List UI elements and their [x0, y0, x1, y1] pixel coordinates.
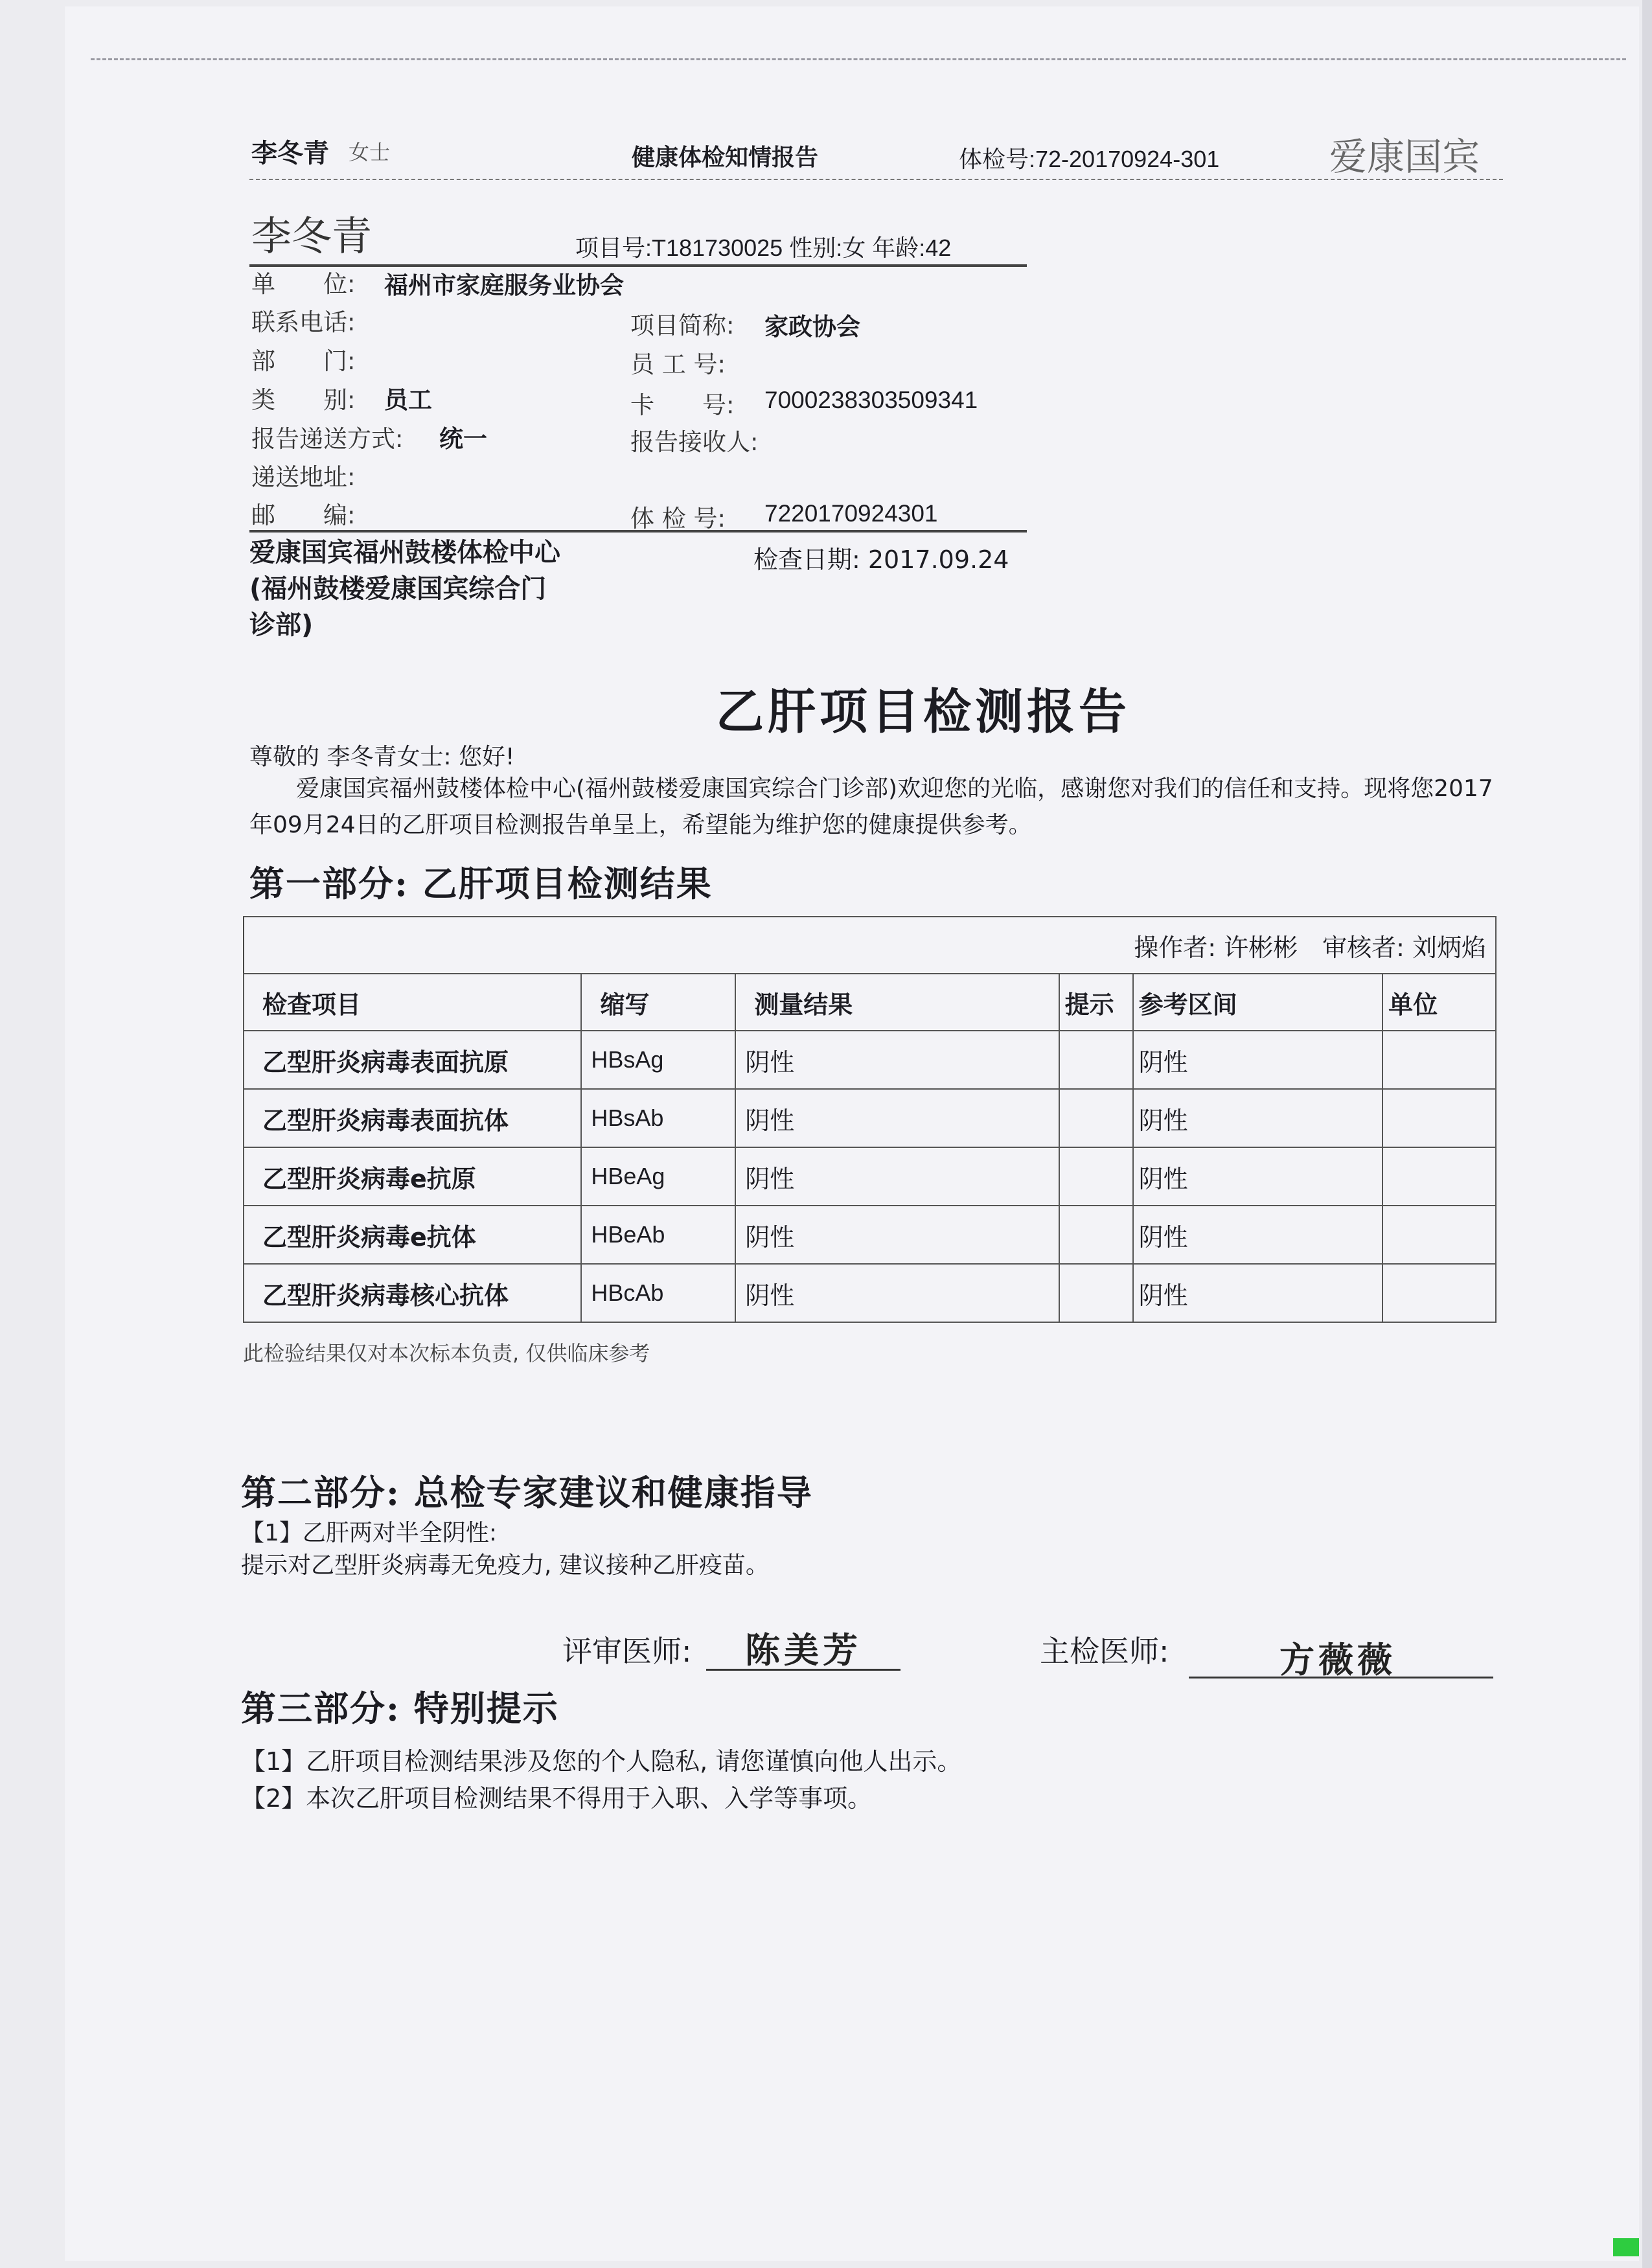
chief-signature-line: [1189, 1677, 1493, 1678]
info-top-rule: [249, 264, 1027, 267]
exam-no-value: 7220170924301: [764, 500, 938, 527]
col-result: 测量结果: [735, 974, 1059, 1031]
row-reference: 阴性: [1133, 1089, 1383, 1147]
tip-2: 【2】本次乙肝项目检测结果不得用于入职、入学等事项。: [241, 1784, 873, 1813]
delivery-value: 统一: [439, 425, 487, 453]
row-item: 乙型肝炎病毒表面抗原: [244, 1031, 581, 1089]
row-result: 阴性: [735, 1264, 1059, 1322]
row-abbr: HBsAb: [581, 1089, 735, 1147]
row-item: 乙型肝炎病毒e抗体: [244, 1206, 581, 1264]
row-abbr: HBeAg: [581, 1147, 735, 1206]
row-hint: [1059, 1147, 1133, 1206]
col-item: 检查项目: [244, 974, 581, 1031]
header-salutation: 女士: [349, 140, 391, 165]
reviewer-signature-line: [706, 1669, 901, 1671]
col-hint: 提示: [1059, 974, 1133, 1031]
center-name-line-3: 诊部): [249, 610, 314, 640]
delivery-label: 报告递送方式:: [251, 425, 404, 453]
col-unit: 单位: [1382, 974, 1496, 1031]
row-hint: [1059, 1206, 1133, 1264]
brand-logo: 爱康国宾: [1329, 135, 1480, 179]
row-reference: 阴性: [1133, 1206, 1383, 1264]
chief-label: 主检医师:: [1040, 1634, 1169, 1669]
results-table: [243, 916, 1497, 1323]
header-title: 健康体检知情报告: [632, 144, 819, 171]
row-reference: 阴性: [1133, 1264, 1383, 1322]
center-name-line-1: 爱康国宾福州鼓楼体检中心: [249, 538, 560, 567]
row-reference: 阴性: [1133, 1031, 1383, 1089]
scan-edge: [1642, 0, 1652, 2268]
row-result: 阴性: [735, 1147, 1059, 1206]
row-unit: [1382, 1264, 1496, 1322]
row-abbr: HBcAb: [581, 1264, 735, 1322]
operators-row: [244, 917, 1496, 974]
table-row: [244, 1147, 1496, 1206]
row-result: 阴性: [735, 1206, 1059, 1264]
row-abbr: HBsAg: [581, 1031, 735, 1089]
col-abbr: 缩写: [581, 974, 735, 1031]
receiver-label: 报告接收人:: [630, 428, 759, 456]
table-row: [244, 1206, 1496, 1264]
card-value: 7000238303509341: [764, 387, 978, 413]
row-result: 阴性: [735, 1031, 1059, 1089]
intro-paragraph: 爱康国宾福州鼓楼体检中心(福州鼓楼爱康国宾综合门诊部)欢迎您的光临，感谢您对我们的信任和支持。现将您2017年09月24日的乙肝项目检测报告单呈上，希望能为维护您的健康提供参考。: [249, 775, 1493, 838]
reviewer-signature: 陈美芳: [745, 1629, 862, 1671]
patient-name-large: 李冬青: [251, 212, 373, 260]
part2-heading: 第二部分: 总检专家建议和健康指导: [241, 1472, 813, 1513]
center-name-line-2: (福州鼓楼爱康国宾综合门: [249, 574, 547, 604]
row-hint: [1059, 1089, 1133, 1147]
info-bottom-rule: [249, 530, 1027, 533]
header-name: 李冬青: [251, 139, 329, 168]
row-unit: [1382, 1089, 1496, 1147]
row-hint: [1059, 1031, 1133, 1089]
greeting: 尊敬的 李冬青女士: 您好!: [249, 744, 515, 770]
project-abbr-label: 项目简称:: [630, 312, 735, 339]
row-result: 阴性: [735, 1089, 1059, 1147]
advice-line-2: 提示对乙型肝炎病毒无免疫力, 建议接种乙肝疫苗。: [241, 1552, 769, 1579]
unit-label: 单 位:: [251, 270, 356, 298]
table-note: 此检验结果仅对本次标本负责, 仅供临床参考: [243, 1341, 650, 1366]
row-item: 乙型肝炎病毒核心抗体: [244, 1264, 581, 1322]
row-unit: [1382, 1031, 1496, 1089]
row-hint: [1059, 1264, 1133, 1322]
unit-value: 福州市家庭服务业协会: [384, 271, 624, 299]
phone-label: 联系电话:: [251, 308, 356, 336]
header-exam-number: 体检号:72-20170924-301: [959, 146, 1220, 172]
row-item: 乙型肝炎病毒e抗原: [244, 1147, 581, 1206]
check-date: 检查日期: 2017.09.24: [753, 545, 1009, 574]
exam-no-label: 体 检 号:: [630, 505, 726, 533]
address-label: 递送地址:: [251, 463, 356, 491]
tip-1: 【1】乙肝项目检测结果涉及您的个人隐私, 请您谨慎向他人出示。: [241, 1747, 962, 1776]
staff-no-label: 员 工 号:: [630, 350, 726, 378]
dept-label: 部 门:: [251, 347, 356, 375]
project-line: 项目号:T181730025 性别:女 年龄:42: [575, 235, 952, 261]
table-header-row: [244, 974, 1496, 1031]
part3-heading: 第三部分: 特别提示: [241, 1688, 559, 1729]
table-row: [244, 1089, 1496, 1147]
scanner-badge: [1613, 2238, 1639, 2256]
part1-heading: 第一部分: 乙肝项目检测结果: [249, 863, 713, 904]
center-name: [249, 534, 560, 643]
table-row: [244, 1031, 1496, 1089]
operators-cell: 操作者: 许彬彬 审核者: 刘炳焰: [244, 917, 1496, 974]
advice-line-1: 【1】乙肝两对半全阴性:: [241, 1520, 498, 1546]
row-abbr: HBeAb: [581, 1206, 735, 1264]
row-item: 乙型肝炎病毒表面抗体: [244, 1089, 581, 1147]
col-reference: 参考区间: [1133, 974, 1383, 1031]
row-unit: [1382, 1206, 1496, 1264]
row-reference: 阴性: [1133, 1147, 1383, 1206]
scan-top-line: [91, 58, 1626, 60]
chief-signature: 方薇薇: [1279, 1639, 1396, 1680]
postcode-label: 邮 编:: [251, 501, 356, 529]
table-row: [244, 1264, 1496, 1322]
row-unit: [1382, 1147, 1496, 1206]
category-label: 类 别:: [251, 386, 356, 414]
reviewer-label: 评审医师:: [562, 1634, 692, 1669]
category-value: 员工: [384, 386, 432, 414]
header-divider: [249, 179, 1503, 180]
card-label: 卡 号:: [630, 391, 735, 419]
project-abbr-value: 家政协会: [764, 313, 860, 341]
report-title: 乙肝项目检测报告: [716, 684, 1130, 740]
